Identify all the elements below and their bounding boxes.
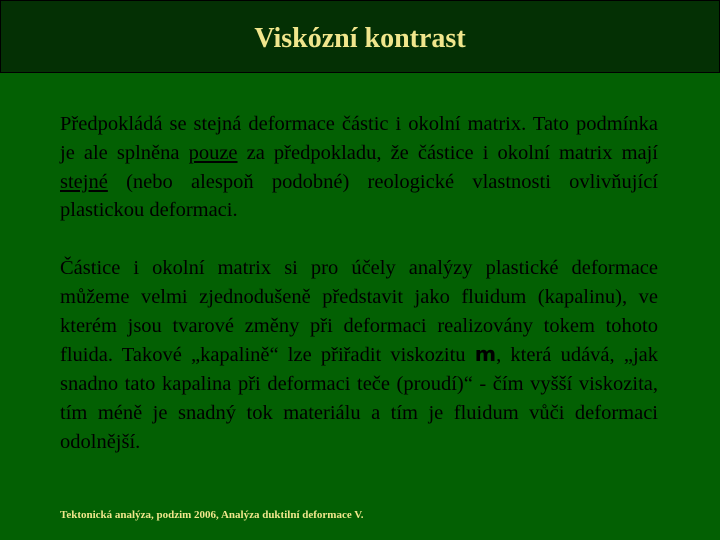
underlined-word-stejne: stejné	[60, 170, 108, 193]
paragraph-2-text-b: , která udává, „jak snadno tato kapalina při deformaci teče (proudí)“ - čím vyšší viskozita, tím méně je snadný tok materiálu a tím je fluidum vůči deformaci odolnější.	[60, 344, 658, 453]
slide-footer: Tektonická analýza, podzim 2006, Analýza duktilní deformace V.	[60, 509, 364, 521]
paragraph-2	[60, 254, 658, 457]
paragraph-2-text-a: Částice i okolní matrix si pro účely analýzy plastické deformace můžeme velmi zjednodušeně představit jako fluidum (kapalinu), ve kterém jsou tvarové změny při deformaci realizovány tokem tohoto fluida. Takové „kapalině“ lze přiřadit viskozitu	[60, 257, 658, 367]
paragraph-1-text-c: (nebo alespoň podobné) reologické vlastnosti ovlivňující plastickou deformaci.	[60, 170, 658, 222]
viscosity-symbol: m	[474, 342, 497, 367]
title-bar	[0, 0, 720, 73]
slide-title: Viskózní kontrast	[254, 23, 466, 54]
underlined-word-pouze: pouze	[188, 141, 238, 164]
paragraph-1	[60, 110, 658, 225]
paragraph-1-text-b: za předpokladu, že částice i okolní matrix mají	[237, 141, 659, 164]
paragraph-1-text-a: Předpokládá se stejná deformace částic i okolní matrix. Tato podmínka je ale splněna	[60, 113, 658, 164]
